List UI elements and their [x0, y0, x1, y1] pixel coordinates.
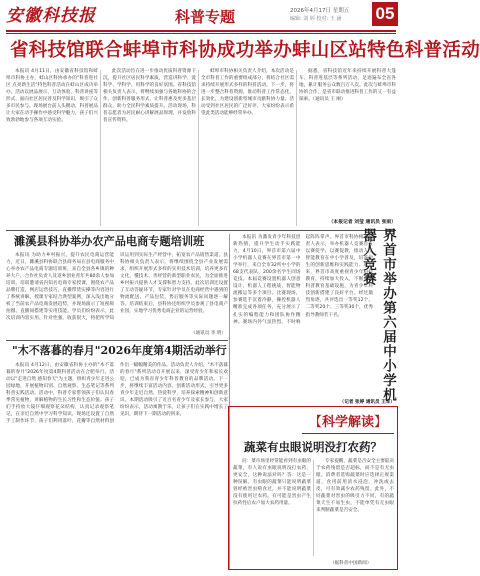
science-label-text: 科学解读 [321, 415, 374, 430]
page-number-badge: 05 [372, 2, 398, 26]
column-divider [100, 70, 101, 226]
article-2-signoff: （通讯员 李 明） [190, 331, 226, 336]
header-rule-thin [6, 33, 396, 34]
column-divider [313, 460, 314, 556]
article-3-headline: "木不落暮的春月"2026年度第4期活动举行 [12, 344, 227, 357]
column-divider [296, 70, 297, 226]
science-explained-source: （据科普中国新闻） [330, 561, 372, 566]
section-divider [6, 230, 396, 231]
article-2-headline: 濉溪县科协举办农产品电商专题培训班 [14, 234, 205, 248]
lead-article-column-4: 据悉，省科技馆近年来持续开展科普大篷车、科普进基层等系列活动，足迹遍布全省各地，累计服务公众数百万人次。此次与蚌埠市科协的合作，是省市联动推进科普工作的又一有益探索。（通讯员 王 刚） [299, 69, 396, 103]
lead-article-column-1: 本报讯 4月11日，由安徽省科技馆和蚌埠市科协主办，蚌山区科协承办的"科普进社区 点亮新生活"特色科普活动在蚌山区成功举办。活动以展品展示、互动体验、科普讲座等形式，面向社区居民普及科学知识，吸引了众多市民参与。现场展台前人头攒动，科普展品让大家在动手操作中感受科学魅力，孩子们兴致勃勃地参与各项互动实验。 [6, 69, 98, 124]
article-4-signoff: （记者 张婷 通讯员 王军） [339, 400, 395, 405]
issue-editors: 编辑: 刘 婷 校对: 王 涵 [290, 16, 342, 22]
article-2-body: 本报讯 为助力乡村振兴，提升农民电商运营能力，近日，濉溪县科协联合县商务局在县电商服务中心举办农产品电商专题培训班，来自全县各乡镇的种养大户、合作社负责人及返乡创业青年共80余人参加培训。培训邀请省内知名电商专家授课，围绕农产品品牌打造、网店运营技巧、直播带货实操等内容进行了系统讲解。授课专家结合典型案例，深入浅出地分析了当前农产品电商发展趋势，并现场演示了短视频拍摄、直播间搭建等实用技能。学员们纷纷表示，此次培训内容实用、针对性强，收获很大，将把所学知识运用到实际生产经营中，拓宽农产品销售渠道。县科协相关负责人表示，将继续围绕全县产业发展需求，组织开展形式多样的实用技术培训，培养更多有文化、懂技术、善经营的新型职业农民，为全面推进乡村振兴提供人才支撑和智力支持。此次培训还设置了互动答疑环节，专家针对学员在电商经营中遇到的物流配送、产品包装、售后服务等实际问题逐一解答。培训结束后，县科协还组织学员参观了县电商产业园，实地学习优秀电商企业的运营经验。 [6, 253, 228, 322]
issue-date: 2026年4月17日 星期五 [290, 8, 350, 14]
bracket-open: 【 [308, 415, 322, 430]
lead-article-signoff: （本报记者 刘莹 通讯员 张雨） [328, 220, 396, 225]
science-explained-column-left: 问：菜市场里经常能看到有虫眼的蔬菜，有人说有虫眼说明没打农药，更安全，这种说法对吗？答：这是一种误解。有虫眼的蔬菜只能说明蔬菜曾经被害虫啃食过，并不能说明蔬菜没有使用过农药。有可能是害虫产生抗药性后农户加大农药用量。 [233, 459, 311, 507]
lead-article-column-2: 此次活动旨在进一步推动优质科普资源下沉，提升社区居民科学素质，营造讲科学、爱科学、学科学、用科学的良好氛围。省科技馆相关负责人表示，将继续加强与各地科协的合作，创新科普服务形式，让科普惠及更多基层群众，助力全民科学素质提升。活动现场，科普志愿者为居民耐心讲解展品原理，并发放科普宣传资料。 [103, 69, 196, 124]
newspaper-masthead: 安徽科技报 [6, 6, 96, 26]
article-4-headline: 界首市举办第六届中小学机器人竞赛 [360, 228, 396, 402]
section-divider [6, 340, 228, 341]
column-divider [198, 70, 199, 226]
lead-article-headline: 省科技馆联合蚌埠市科协成功举办蚌山区站特色科普活动 [10, 40, 480, 61]
article-3-body: 本报讯 4月12日，由安徽省科协主办的"木不落暮的春月"2026年度第4期科普活动在合肥举行。活动以"走进自然 感知春天"为主题，组织青少年走进公园绿地，开展植物识别、自然观察、生态笔记等系列科普实践活动。活动中，科普专家带领孩子们认识春季常见植物，讲解植物的生长习性和生态价值。孩子们手持放大镜仔细观察花朵结构，认真记录观察笔记，在亲近自然中学习科学知识。现场还设置了自然手工制作环节，孩子们利用落叶、花瓣等自然材料创作出一幅幅精美的作品。活动负责人介绍，"木不落暮的春月"系列活动自开展以来，深受青少年和家长欢迎，已成为我省青少年科普教育的品牌活动。下一步，将继续丰富活动内容，创新活动形式，引导更多青少年走近自然、热爱科学，培养探索精神和创新意识。本期活动吸引了近百名青少年及家长参与，大家纷纷表示，活动寓教于乐，让孩子们在实践中增长了见识，期待下一期活动的到来。 [6, 363, 228, 425]
article-4-body: 本报讯 为激发青少年科技创新热情，提升学生动手实践能力，4月10日，界首市第六届中小学机器人竞赛在界首市第一中学举行，来自全市32所中小学的68支代表队、200余名学生同场竞技。本届竞赛设置机器人创意设计、机器人工程挑战、智能物流搬运等多个项目。比赛现场，参赛选手沉着冷静，操控机器人精准完成各项任务，充分展示了扎实的编程能力和团队协作精神。赛场内外气氛热烈，不时响起阵阵掌声。界首市科协相关负责人表示，举办机器人竞赛旨在以赛促学、以赛促教，推动人工智能教育在中小学普及，培养学生的创新思维和实践能力。近年来，界首市高度重视青少年科技教育，持续加大投入，不断完善科普教育基础设施，为青少年科技创新搭建了良好平台。经过激烈角逐，共评选出一等奖12个、二等奖20个、三等奖30个，优秀指导教师若干名。 [233, 235, 373, 325]
science-explained-column-right: 专家提醒，蔬菜是否安全主要取决于农药残留是否超标，而不是有无虫眼。消费者选购蔬菜时应选择正规渠道，食用前用清水浸泡、冲洗或去皮，可有效减少农药残留。此外，不同蔬菜对害虫的吸引力不同，有的蔬菜天生不易生虫，不能单凭有无虫眼来判断蔬菜是否安全。 [316, 459, 394, 514]
bracket-close: 】 [374, 415, 388, 430]
lead-article-column-3: 蚌埠市科协相关负责人介绍，本次活动是全市科普工作的重要组成部分，将结合社区需求持续开展形式多样的科普活动。下一步，将进一步整合科普资源，推动科普工作常态化、长效化，为建设创新型城市贡献科协力量。活动受到社区居民的广泛好评，大家纷纷表示希望此类活动能够经常举办。 [201, 69, 294, 117]
science-explained-headline: 蔬菜有虫眼说明没打农药？ [244, 440, 382, 454]
label-underline [302, 433, 394, 434]
section-title: 科普专题 [174, 8, 235, 26]
header-rule [6, 30, 396, 32]
science-explained-label [300, 413, 396, 433]
